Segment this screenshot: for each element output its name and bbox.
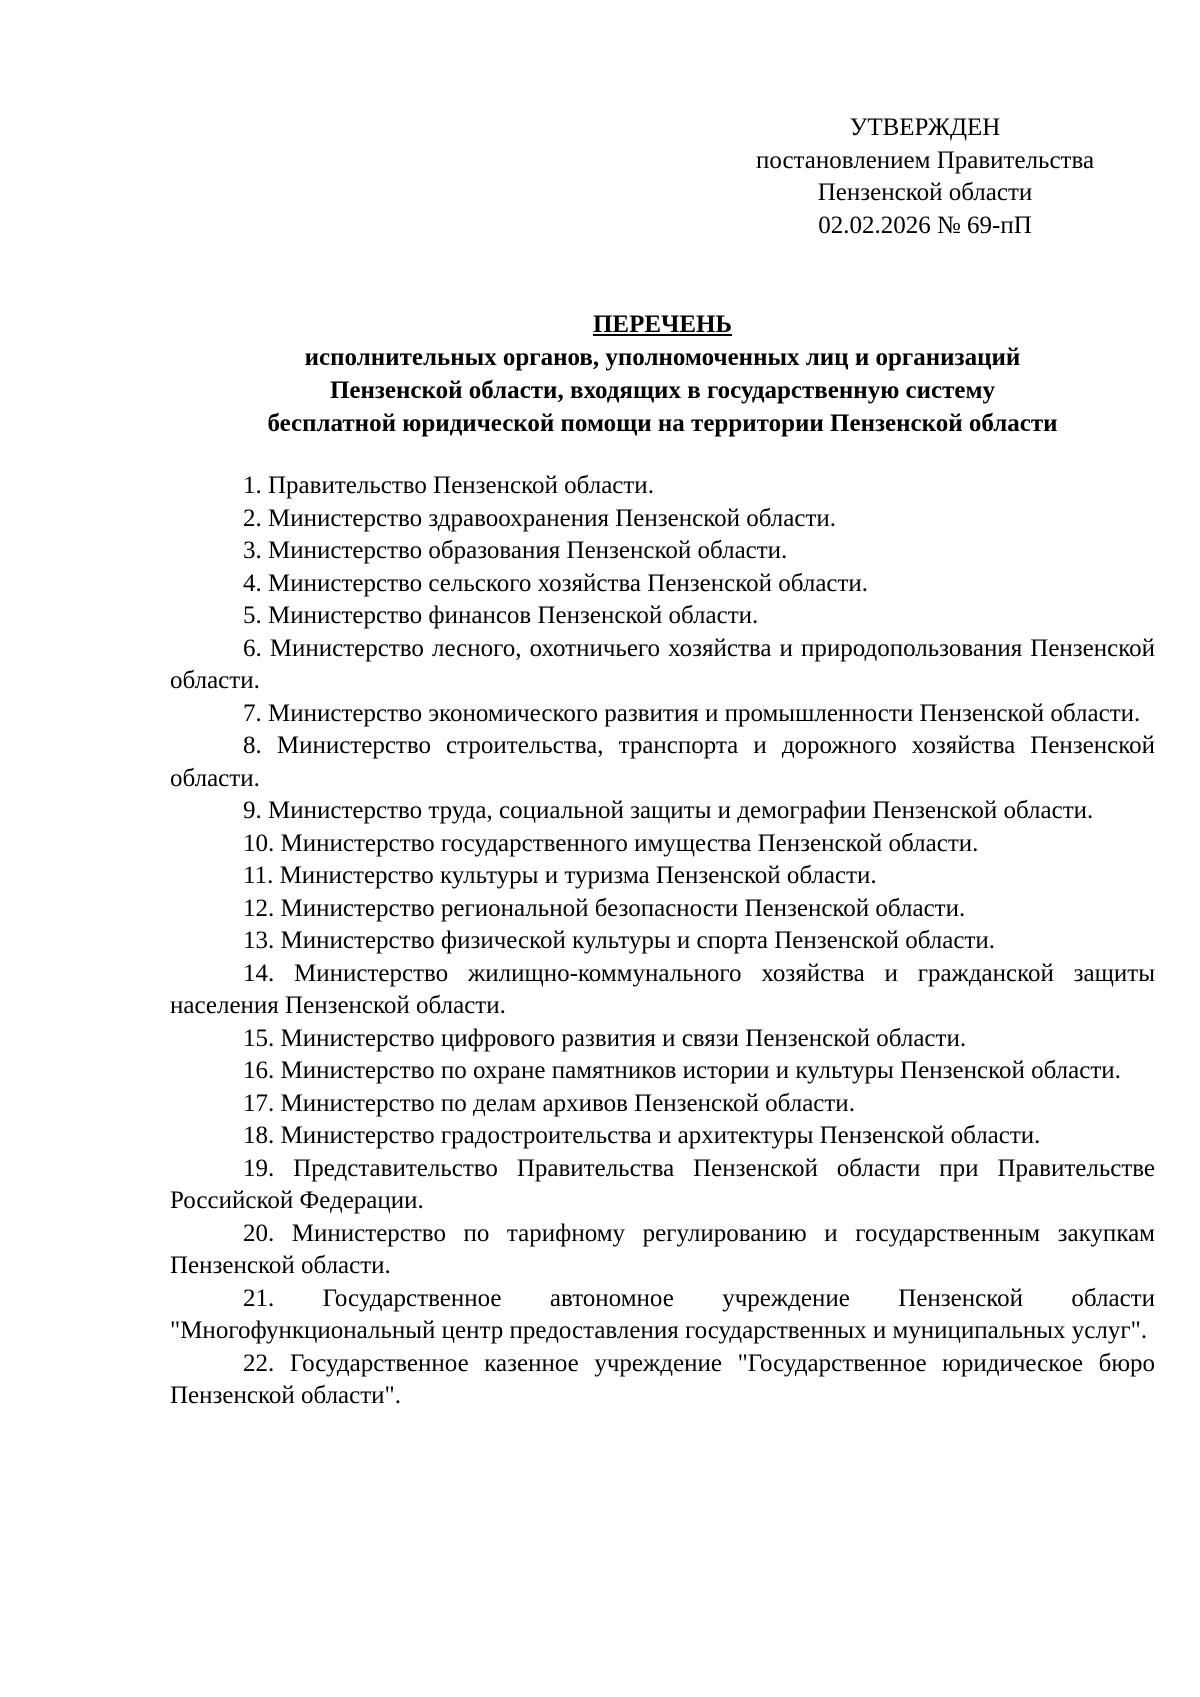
title-heading: ПЕРЕЧЕНЬ [592,311,733,338]
approval-date-number: 02.02.2026 № 69-пП [818,211,1032,239]
list-item: 17. Министерство по делам архивов Пензенской области. [243,1089,855,1117]
list-item: 18. Министерство градостроительства и архитектуры Пензенской области. [243,1122,1041,1149]
list-item: 13. Министерство физической культуры и спорта Пензенской области. [243,927,996,954]
list-item: 16. Министерство по охране памятников истории и культуры Пензенской области. [243,1057,1121,1084]
list-item: 1. Правительство Пензенской области. [243,472,654,499]
list-item: 5. Министерство финансов Пензенской области. [243,602,759,629]
list-item: 10. Министерство государственного имущества Пензенской области. [243,829,979,857]
list-item: 9. Министерство труда, социальной защиты и демографии Пензенской области. [243,797,1094,824]
title-line-2: Пензенской области, входящих в государственную систему [329,377,996,404]
title-line-3: бесплатной юридической помощи на территории Пензенской области [267,410,1058,437]
list-item: 11. Министерство культуры и туризма Пензенской области. [243,862,877,889]
list-item: 19. Представительство Правительства Пензенской области при Правительстве Российской Федерации. [170,1154,1155,1214]
list-item: 7. Министерство экономического развития и промышленности Пензенской области. [243,699,1141,727]
list-item: 12. Министерство региональной безопасности Пензенской области. [243,894,966,922]
approval-approved: УТВЕРЖДЕН [849,114,1001,141]
list-item: 3. Министерство образования Пензенской области. [243,537,788,564]
list-item: 22. Государственное казенное учреждение "Государственное юридическое бюро Пензенской области". [170,1349,1155,1409]
approval-resolution: постановлением Правительства [755,146,1095,174]
list-item: 14. Министерство жилищно-коммунального хозяйства и гражданской защиты населения Пензенской области. [170,959,1155,1019]
list-item: 8. Министерство строительства, транспорта и дорожного хозяйства Пензенской области. [170,732,1155,792]
list-item: 21. Государственное автономное учреждение Пензенской области "Многофункциональный центр предоставления государственных и муниципальных услуг". [170,1284,1155,1344]
document-title [170,308,1155,440]
list-item: 15. Министерство цифрового развития и связи Пензенской области. [243,1024,967,1052]
list-item: 2. Министерство здравоохранения Пензенской области. [243,504,837,532]
list-item: 20. Министерство по тарифному регулированию и государственным закупкам Пензенской области. [170,1219,1155,1279]
list-item: 4. Министерство сельского хозяйства Пензенской области. [243,569,869,597]
list-item: 6. Министерство лесного, охотничьего хозяйства и природопользования Пензенской области. [170,634,1155,694]
organization-list [170,470,1155,1413]
title-line-1: исполнительных органов, уполномоченных лиц и организаций [304,344,1021,371]
approval-stamp [720,112,1130,242]
approval-region: Пензенской области [817,179,1033,206]
